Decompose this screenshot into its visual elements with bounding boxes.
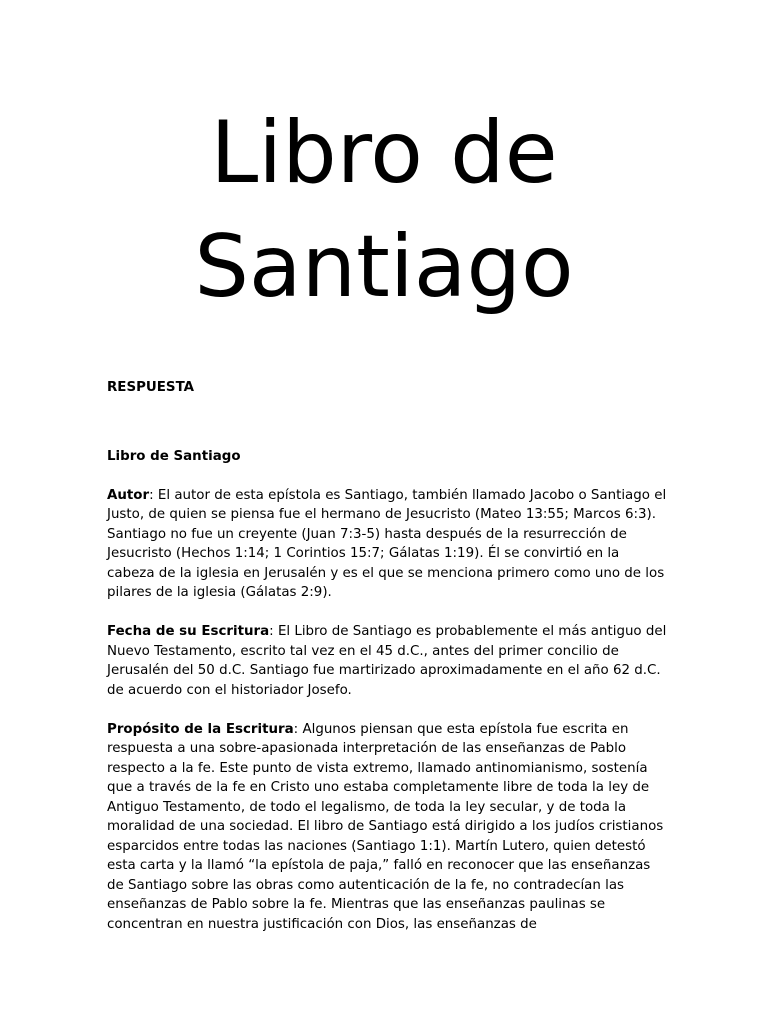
document-body	[107, 378, 667, 954]
section-proposito	[107, 720, 667, 935]
section-label: Propósito de la Escritura	[107, 721, 294, 737]
section-label: Autor	[107, 487, 150, 503]
heading-libro-de-santiago: Libro de Santiago	[107, 448, 241, 464]
heading-respuesta: RESPUESTA	[107, 380, 195, 395]
title-line-1: Libro de	[210, 103, 558, 203]
section-fecha	[107, 622, 667, 700]
document-title	[0, 96, 768, 324]
section-label: Fecha de su Escritura	[107, 624, 270, 639]
section-autor	[107, 486, 667, 603]
section-text: : El autor de esta epístola es Santiago, también llamado Jacobo o Santiago el Justo, de quien se piensa fue el hermano de Jesucristo (Mateo 13:55; Marcos 6:3). Santiago no fue un creyente (Juan 7:3-5) hasta después de la resurrección de Jesucristo (Hechos 1:14; 1 Corintios 15:7; Gálatas 1:19). Él se convirtió en la cabeza de la iglesia en Jerusalén y es el que se menciona primero como uno de los pilares de la iglesia (Gálatas 2:9).	[107, 487, 667, 600]
section-text: : Algunos piensan que esta epístola fue escrita en respuesta a una sobre-apasionada interpretación de las enseñanzas de Pablo respecto a la fe. Este punto de vista extremo, llamado antinomianismo, sostenía que a través de la fe en Cristo uno estaba completamente libre de toda la ley de Antiguo Testamento, de todo el legalismo, de toda la ley secular, y de toda la moralidad de una sociedad. El libro de Santiago está dirigido a los judíos cristianos esparcidos entre todas las naciones (Santiago 1:1). Martín Lutero, quien detestó esta carta y la llamó “la epístola de paja,” falló en reconocer que las enseñanzas de Santiago sobre las obras como autenticación de la fe, no contradecían las enseñanzas de Pablo sobre la fe. Mientras que las enseñanzas paulinas se concentran en nuestra justificación con Dios, las enseñanzas de	[107, 721, 664, 932]
title-line-2: Santiago	[194, 217, 574, 317]
section-text: : El Libro de Santiago es probablemente el más antiguo del Nuevo Testamento, escrito tal vez en el 45 d.C., antes del primer concilio de Jerusalén del 50 d.C. Santiago fue martirizado aproximadamente en el año 62 d.C. de acuerdo con el historiador Josefo.	[107, 624, 667, 698]
